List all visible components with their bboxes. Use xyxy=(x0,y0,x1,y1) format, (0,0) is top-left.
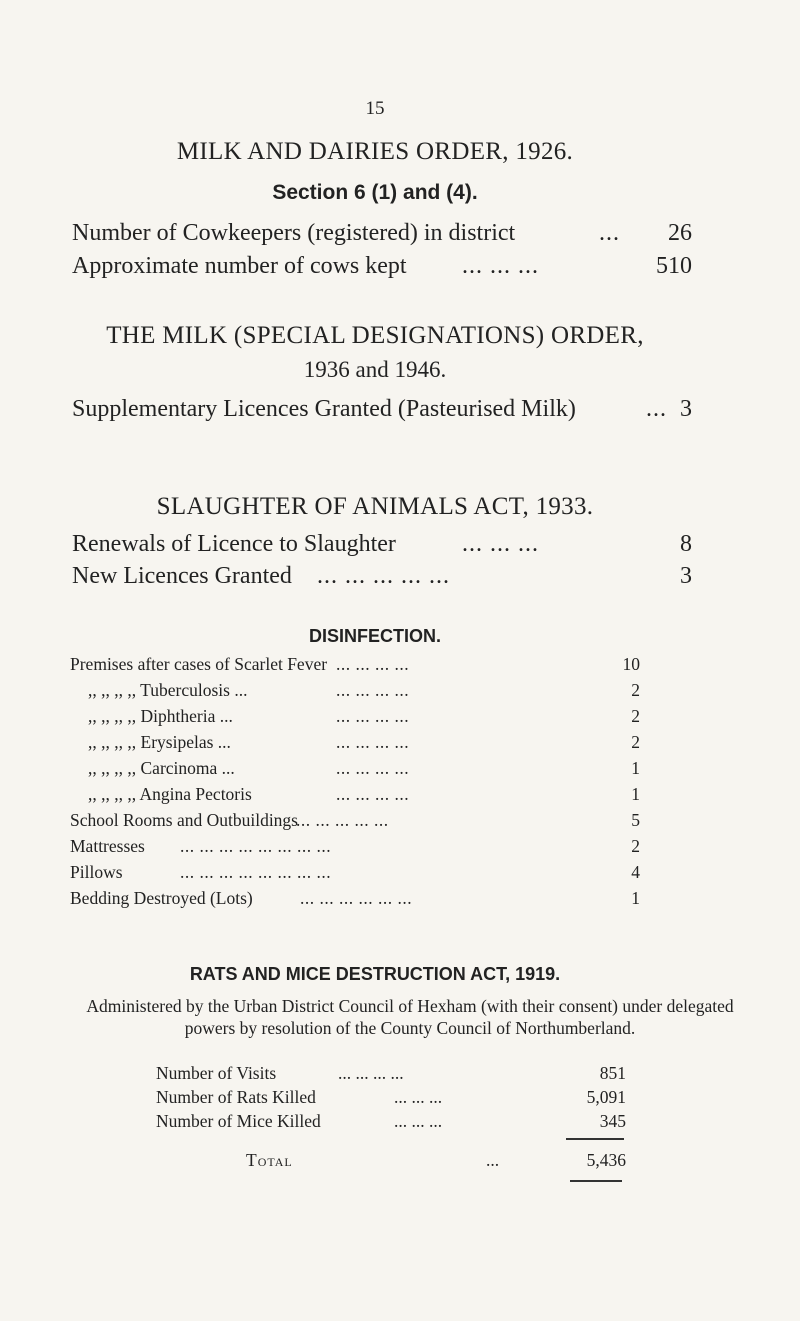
row-label: Approximate number of cows kept xyxy=(72,253,407,279)
table-row xyxy=(70,888,640,912)
row-leader: ... xyxy=(646,396,667,422)
row-leader: ... ... ... ... xyxy=(336,732,410,752)
row-leader: ... ... ... xyxy=(394,1087,443,1107)
table-row xyxy=(70,680,640,704)
table-row xyxy=(72,531,692,561)
row-value: 10 xyxy=(622,654,640,674)
row-label: ,, ,, ,, ,, Angina Pectoris xyxy=(88,784,252,804)
row-label: Premises after cases of Scarlet Fever xyxy=(70,654,328,674)
row-leader: ... ... ... ... xyxy=(336,758,410,778)
row-label: ,, ,, ,, ,, Carcinoma ... xyxy=(88,758,235,778)
row-leader: ... ... ... ... ... ... ... ... xyxy=(180,862,332,882)
row-value: 5,091 xyxy=(586,1087,626,1107)
milk-dairies-section: Section 6 (1) and (4). xyxy=(272,181,478,204)
row-leader: ... ... ... ... ... xyxy=(296,810,389,830)
row-label: ,, ,, ,, ,, Erysipelas ... xyxy=(88,732,231,752)
total-leader: ... xyxy=(486,1150,500,1170)
row-label: Pillows xyxy=(70,862,123,882)
row-label: Bedding Destroyed (Lots) xyxy=(70,888,253,908)
table-row xyxy=(72,253,692,283)
total-rule-top xyxy=(566,1138,624,1140)
table-row xyxy=(156,1111,626,1135)
row-leader: ... ... ... xyxy=(462,253,539,279)
row-leader: ... ... ... ... xyxy=(336,680,410,700)
row-leader: ... ... ... ... xyxy=(336,784,410,804)
row-label: New Licences Granted xyxy=(72,563,292,589)
row-value: 2 xyxy=(631,680,640,700)
table-row xyxy=(70,836,640,860)
row-label: Number of Rats Killed xyxy=(156,1087,316,1107)
row-value: 2 xyxy=(631,732,640,752)
row-value: 2 xyxy=(631,836,640,856)
row-label: ,, ,, ,, ,, Tuberculosis ... xyxy=(88,680,248,700)
row-leader: ... xyxy=(599,220,620,246)
disinfection-title: DISINFECTION. xyxy=(308,626,441,646)
row-leader: ... ... ... ... ... ... xyxy=(300,888,413,908)
row-value: 345 xyxy=(599,1111,626,1131)
table-row xyxy=(72,563,692,593)
row-label: Supplementary Licences Granted (Pasteurised Milk) xyxy=(72,396,576,422)
table-row xyxy=(156,1063,626,1087)
row-label: School Rooms and Outbuildings xyxy=(70,810,298,830)
total-rule-bottom xyxy=(570,1180,622,1182)
table-row xyxy=(70,810,640,834)
row-leader: ... ... ... xyxy=(462,531,539,557)
row-leader: ... ... ... ... ... xyxy=(317,563,450,589)
page-number: 15 xyxy=(365,98,385,119)
row-label: ,, ,, ,, ,, Diphtheria ... xyxy=(88,706,233,726)
row-label: Mattresses xyxy=(70,836,145,856)
row-value: 510 xyxy=(656,253,692,279)
rats-mice-title: RATS AND MICE DESTRUCTION ACT, 1919. xyxy=(189,964,561,984)
row-value: 4 xyxy=(631,862,640,882)
row-value: 1 xyxy=(631,784,640,804)
table-row xyxy=(70,784,640,808)
row-label: Number of Mice Killed xyxy=(156,1111,321,1131)
row-value: 2 xyxy=(631,706,640,726)
table-row xyxy=(70,654,640,678)
table-row xyxy=(70,732,640,756)
slaughter-title: SLAUGHTER OF ANIMALS ACT, 1933. xyxy=(156,493,594,520)
table-row xyxy=(72,396,692,426)
row-leader: ... ... ... ... xyxy=(336,654,410,674)
row-label: Renewals of Licence to Slaughter xyxy=(72,531,396,557)
row-value: 1 xyxy=(631,888,640,908)
total-row xyxy=(156,1150,626,1174)
row-leader: ... ... ... ... xyxy=(338,1063,404,1083)
table-row xyxy=(70,862,640,886)
table-row xyxy=(156,1087,626,1111)
row-value: 5 xyxy=(631,810,640,830)
row-value: 26 xyxy=(668,220,692,246)
row-leader: ... ... ... ... xyxy=(336,706,410,726)
row-leader: ... ... ... ... ... ... ... ... xyxy=(180,836,332,856)
row-label: Number of Cowkeepers (registered) in district xyxy=(72,220,516,246)
rats-mice-paragraph: Administered by the Urban District Council of Hexham (with their consent) under delegated powers by resolution of the County Council of Northumberland. xyxy=(86,996,734,1038)
special-designations-subtitle: 1936 and 1946. xyxy=(303,357,447,382)
milk-dairies-title: MILK AND DAIRIES ORDER, 1926. xyxy=(176,138,574,165)
row-value: 8 xyxy=(680,531,692,557)
total-value: 5,436 xyxy=(586,1150,626,1170)
table-row xyxy=(70,706,640,730)
total-label: Total xyxy=(246,1150,293,1170)
row-leader: ... ... ... xyxy=(394,1111,443,1131)
row-value: 1 xyxy=(631,758,640,778)
table-row xyxy=(70,758,640,782)
row-label: Number of Visits xyxy=(156,1063,277,1083)
row-value: 3 xyxy=(680,563,692,589)
row-value: 851 xyxy=(599,1063,626,1083)
special-designations-title: THE MILK (SPECIAL DESIGNATIONS) ORDER, xyxy=(106,322,644,349)
table-row xyxy=(72,220,692,250)
row-value: 3 xyxy=(680,396,692,422)
